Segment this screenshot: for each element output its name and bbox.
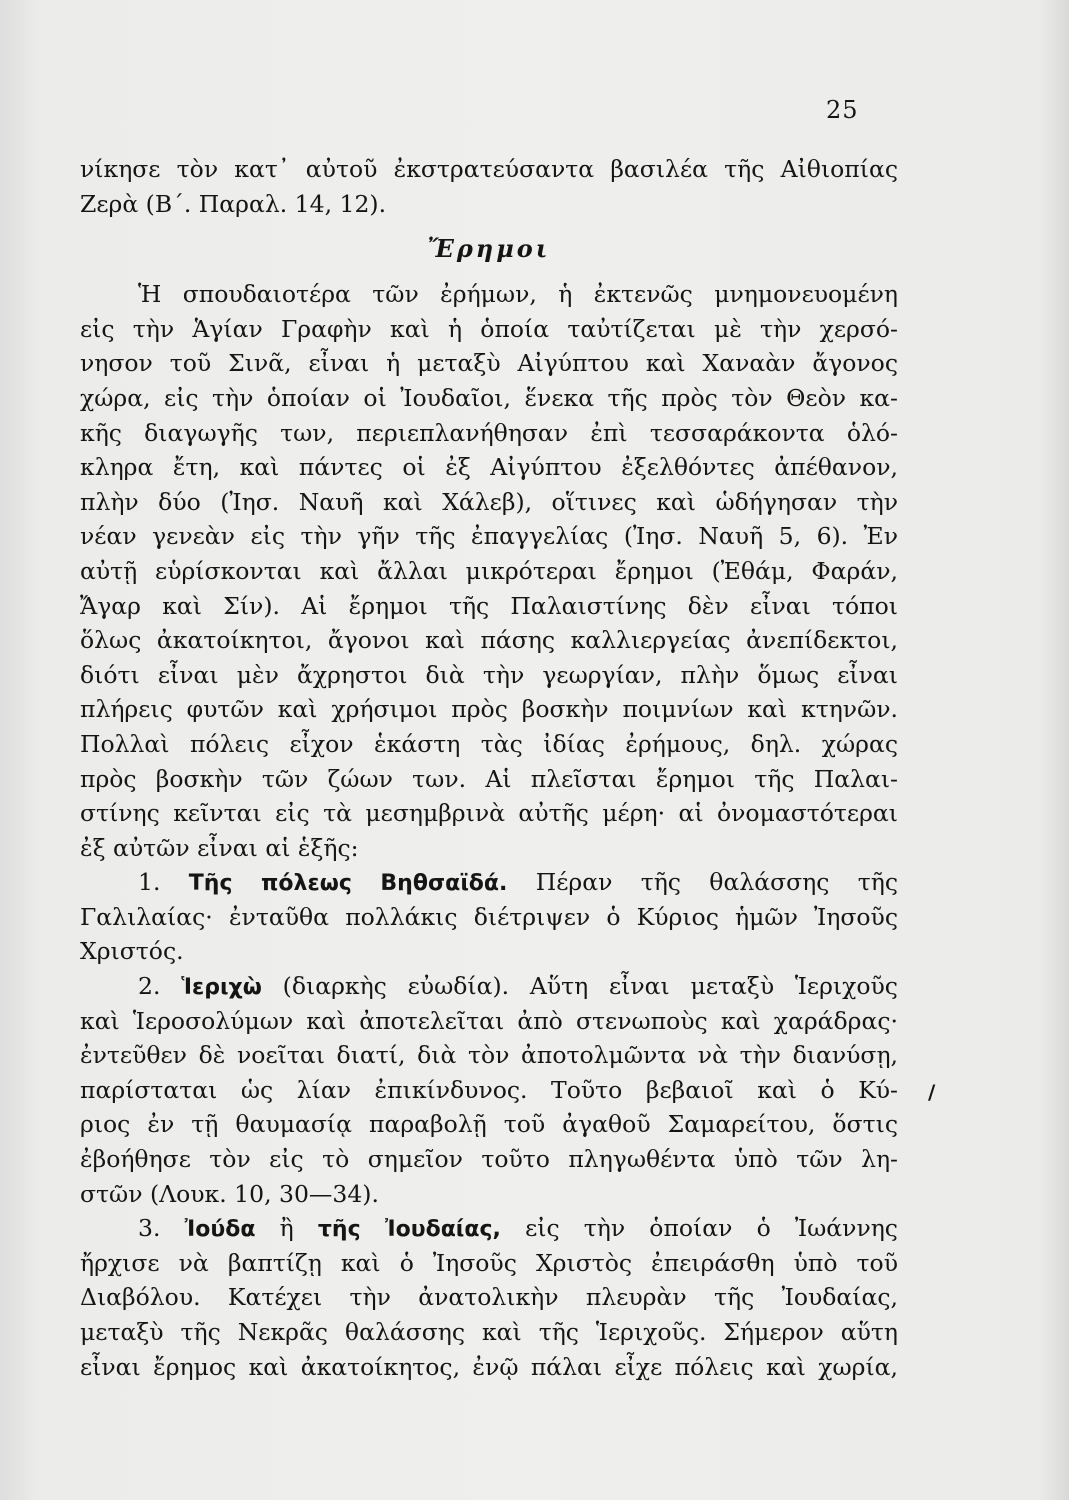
text-line: Ζερὰ (Β΄. Παραλ. 14, 12). [80,189,387,218]
section-heading: Ἔρημοι [427,234,551,264]
text-line: νησον τοῦ Σινᾶ, εἶναι ἡ μεταξὺ Αἰγύπτου καὶ Χαναὰν ἄγονος [80,349,898,378]
page-number: 25 [826,96,859,124]
text-line: κῆς διαγωγῆς των, περιεπλανήθησαν ἐπὶ τεσσαράκοντα ὁλό- [80,418,898,447]
text-line: νίκησε τὸν κατ᾽ αὐτοῦ ἐκστρατεύσαντα βασιλέα τῆς Αἰθιοπίας [80,155,898,183]
text-line: ἤρχισε νὰ βαπτίζῃ καὶ ὁ Ἰησοῦς Χριστὸς ἐπειράσθη ὑπὸ τοῦ [80,1248,898,1277]
text-line: πλὴν δύο (Ἰησ. Ναυῆ καὶ Χάλεβ), οἵτινες καὶ ὡδήγησαν τὴν [80,487,898,516]
item-number: 1. [138,868,161,897]
text-line: ἐβοήθησε τὸν εἰς τὸ σημεῖον τοῦτο πληγωθέντα ὑπὸ τῶν λη- [80,1145,898,1174]
text-line [80,969,898,1004]
list-item-judea [80,1211,898,1384]
list-item-bethsaida [80,865,898,969]
text-line: ἐντεῦθεν δὲ νοεῖται διατί, διὰ τὸν ἀποτολμῶντα νὰ τὴν διανύσῃ, [80,1041,898,1070]
item-number: 3. [138,1214,161,1243]
text-line: ριος ἐν τῇ θαυμασίᾳ παραβολῇ τοῦ ἀγαθοῦ Σαμαρείτου, ὅστις [80,1110,898,1139]
item-text: εἰς τὴν ὁποίαν ὁ Ἰωάννης [525,1214,898,1243]
text-line: στῶν (Λουκ. 10, 30—34). [80,1179,379,1208]
text-line: Ἄγαρ καὶ Σίν). Αἱ ἔρημοι τῆς Παλαιστίνης δὲν εἶναι τόποι [80,591,898,620]
text-line: χώρα, εἰς τὴν ὁποίαν οἱ Ἰουδαῖοι, ἕνεκα τῆς πρὸς τὸν Θεὸν κα- [80,383,898,412]
text-line: νέαν γενεὰν εἰς τὴν γῆν τῆς ἐπαγγελίας (Ἰησ. Ναυῆ 5, 6). Ἐν [80,522,898,551]
text-line: παρίσταται ὡς λίαν ἐπικίνδυνος. Τοῦτο βεβαιοῖ καὶ ὁ Κύ- [80,1075,898,1104]
item-title: Ἰούδα [184,1217,256,1243]
margin-mark: / [928,1080,936,1104]
text-line: Διαβόλου. Κατέχει τὴν ἀνατολικὴν πλευρὰν τῆς Ἰουδαίας, [80,1283,898,1312]
text-line: Πολλαὶ πόλεις εἶχον ἑκάστη τὰς ἰδίας ἐρήμους, δηλ. χώρας [80,729,898,758]
text-line: Χριστός. [80,937,184,966]
text-line: εἶναι ἔρημος καὶ ἀκατοίκητος, ἐνῷ πάλαι εἶχε πόλεις καὶ χωρία, [80,1352,898,1381]
item-text: (διαρκὴς εὐωδία). Αὕτη εἶναι μεταξὺ Ἱεριχοῦς [282,972,898,1001]
text-line: μεταξὺ τῆς Νεκρᾶς θαλάσσης καὶ τῆς Ἱεριχοῦς. Σήμερον αὕτη [80,1318,898,1346]
body-text [80,152,898,1384]
item-number: 2. [138,972,161,1001]
text-line [80,865,898,900]
text-line: στίνης κεῖνται εἰς τὰ μεσημβρινὰ αὐτῆς μέρη· αἱ ὀνομαστότεραι [80,799,898,828]
item-conjunction: ἢ [279,1214,294,1243]
text-line: εἰς τὴν Ἁγίαν Γραφὴν καὶ ἡ ὁποία ταὐτίζεται μὲ τὴν χερσό- [80,314,898,343]
text-line: ἐξ αὐτῶν εἶναι αἱ ἑξῆς: [80,833,359,862]
text-line: κληρα ἔτη, καὶ πάντες οἱ ἐξ Αἰγύπτου ἐξελθόντες ἀπέθανον, [80,453,898,482]
item-text: Πέραν τῆς θαλάσσης τῆς [535,868,898,897]
text-line: διότι εἶναι μὲν ἄχρηστοι διὰ τὴν γεωργίαν, πλὴν ὅμως εἶναι [80,660,898,689]
text-line: πλήρεις φυτῶν καὶ χρήσιμοι πρὸς βοσκὴν ποιμνίων καὶ κτηνῶν. [80,695,898,724]
intro-paragraph [80,277,898,865]
list-item-jericho [80,969,898,1211]
text-line: ὅλως ἀκατοίκητοι, ἄγονοι καὶ πάσης καλλιεργείας ἀνεπίδεκτοι, [80,626,898,655]
text-line: καὶ Ἱεροσολύμων καὶ ἀποτελεῖται ἀπὸ στενωποὺς καὶ χαράδρας· [80,1006,898,1035]
text-line: Ἡ σπουδαιοτέρα τῶν ἐρήμων, ἡ ἐκτενῶς μνημονευομένη [138,280,898,309]
text-line: πρὸς βοσκὴν τῶν ζώων των. Αἱ πλεῖσται ἔρημοι τῆς Παλαι- [80,764,898,793]
text-line: Γαλιλαίας· ἐνταῦθα πολλάκις διέτριψεν ὁ Κύριος ἡμῶν Ἰησοῦς [80,902,898,931]
item-title: Ἱεριχὼ [181,975,262,1001]
text-line: αὐτῇ εὑρίσκονται καὶ ἄλλαι μικρότεραι ἔρημοι (Ἐθάμ, Φαράν, [80,556,898,585]
item-title: Τῆς πόλεως Βηθσαϊδά. [188,871,508,897]
item-title: τῆς Ἰουδαίας, [317,1217,501,1243]
text-line [80,1211,898,1246]
